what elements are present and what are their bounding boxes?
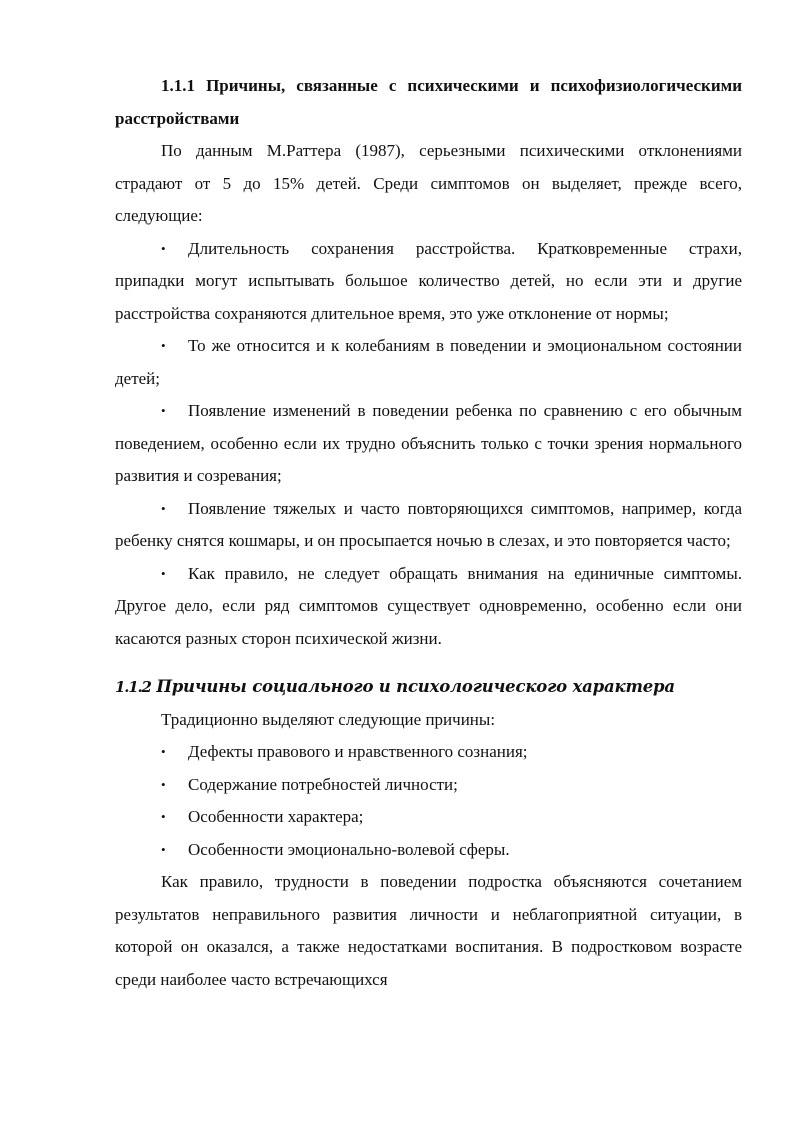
section1-bullet-item (115, 493, 742, 558)
section1-intro-paragraph: По данным М.Раттера (1987), серьезными психическими отклонениями страдают от 5 до 15% детей. Среди симптомов он выделяет, прежде всего, следующие: (115, 141, 742, 225)
section1-bullet-item (115, 330, 742, 395)
bullet-text: Дефекты правового и нравственного сознания; (188, 742, 528, 761)
section1-bullet-item (115, 558, 742, 656)
section2-bullet-item (115, 736, 742, 769)
section-heading-number: 1.1.2 (115, 678, 151, 696)
bullet-icon: • (161, 500, 166, 516)
section2-bullet-item (115, 801, 742, 834)
section-heading-1-1-2 (115, 671, 742, 704)
bullet-text: Как правило, не следует обращать внимания на единичные симптомы. Другое дело, если ряд симптомов существует одновременно, особенно если они касаются разных сторон психической жизни. (115, 563, 742, 648)
section2-bullet-item (115, 769, 742, 802)
section2-bullet-item (115, 834, 742, 867)
bullet-icon: • (161, 841, 166, 857)
bullet-icon: • (161, 240, 166, 256)
bullet-text: Содержание потребностей личности; (188, 774, 458, 794)
bullet-icon: • (161, 338, 166, 353)
section-heading-1-1-1: 1.1.1 Причины, связанные с психическими и психофизиологическими расстройствами (115, 76, 742, 128)
bullet-text: Появление тяжелых и часто повторяющихся симптомов, например, когда ребенку снятся кошмары, и он просыпается ночью в слезах, и это повторяется часто; (115, 498, 742, 550)
bullet-text: Особенности эмоционально-волевой сферы. (188, 839, 510, 859)
bullet-text: Появление изменений в поведении ребенка по сравнению с его обычным поведением, особенно если их трудно объяснить только с точки зрения нормального развития и созревания; (115, 401, 742, 485)
section2-intro-paragraph: Традиционно выделяют следующие причины: (161, 709, 496, 729)
section1-bullet-item (115, 233, 742, 331)
bullet-icon: • (161, 776, 166, 792)
bullet-text: Длительность сохранения расстройства. Кратковременные страхи, припадки могут испытывать большое количество детей, но если эти и другие расстройства сохраняются длительное время, это уже отклонение от нормы; (115, 238, 742, 323)
section2-closing-paragraph: Как правило, трудности в поведении подростка объясняются сочетанием результатов неправильного развития личности и неблагоприятной ситуации, в которой он оказался, а также недостатками воспитания. В подростковом возрасте среди наиболее часто встречающихся (115, 872, 742, 989)
bullet-icon: • (161, 809, 166, 824)
bullet-text: То же относится и к колебаниям в поведении и эмоциональном состоянии детей; (115, 336, 742, 388)
bullet-icon: • (161, 403, 166, 418)
section-heading-text: Причины социального и психологического характера (156, 677, 675, 696)
bullet-text: Особенности характера; (188, 807, 364, 826)
section1-bullet-item (115, 395, 742, 493)
page-content (115, 70, 742, 996)
bullet-icon: • (161, 565, 166, 581)
bullet-icon: • (161, 744, 166, 759)
